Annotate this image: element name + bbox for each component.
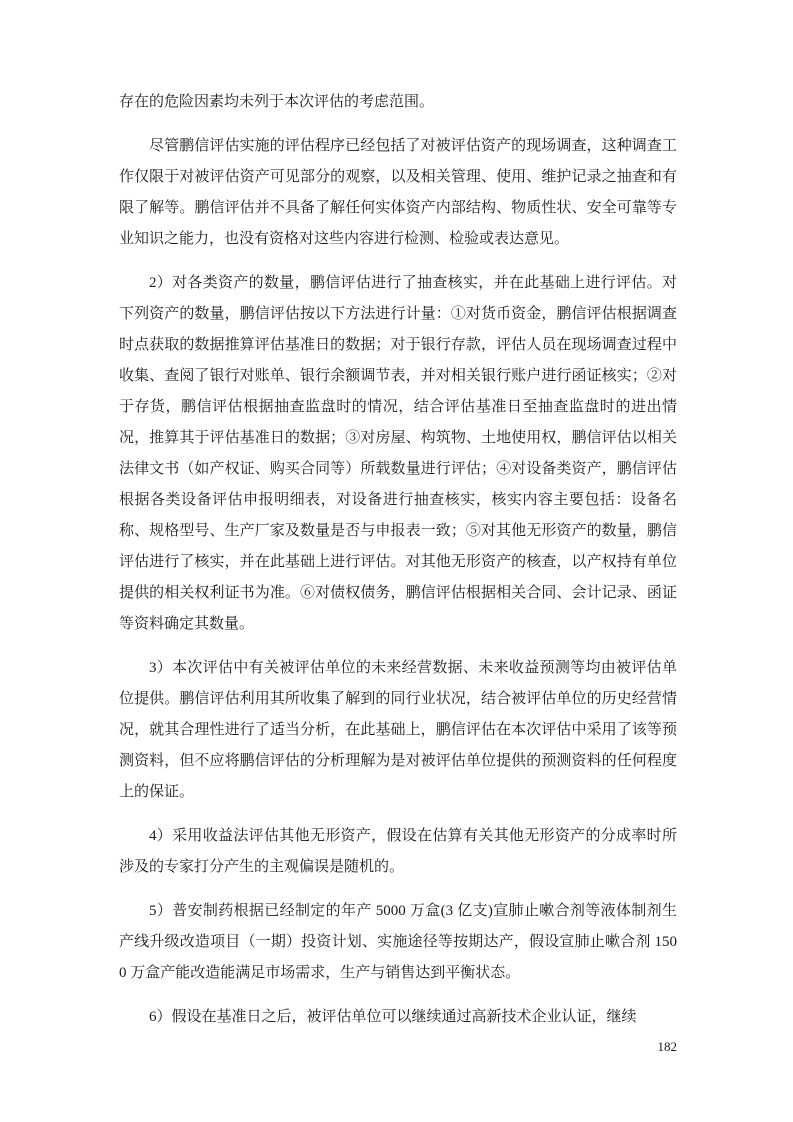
- document-body: [119, 87, 677, 1046]
- paragraph: 5）普安制药根据已经制定的年产 5000 万盒(3 亿支)宣肺止嗽合剂等液体制剂生产线升级改造项目（一期）投资计划、实施途径等按期达产，假设宣肺止嗽合剂 1500 万盒产能改造能满足市场需求，生产与销售达到平衡状态。: [119, 903, 677, 981]
- paragraph: 2）对各类资产的数量，鹏信评估进行了抽查核实，并在此基础上进行评估。对下列资产的数量，鹏信评估按以下方法进行计量：①对货币资金，鹏信评估根据调查时点获取的数据推算评估基准日的数据；对于银行存款，评估人员在现场调查过程中收集、查阅了银行对账单、银行余额调节表，并对相关银行账户进行函证核实；②对于存货，鹏信评估根据抽查监盘时的情况，结合评估基准日至抽查监盘时的进出情况，推算其于评估基准日的数据；③对房屋、构筑物、土地使用权，鹏信评估以相关法律文书（如产权证、购买合同等）所载数量进行评估；④对设备类资产，鹏信评估根据各类设备评估申报明细表，对设备进行抽查核实，核实内容主要包括：设备名称、规格型号、生产厂家及数量是否与申报表一致；⑤对其他无形资产的数量，鹏信评估进行了核实，并在此基础上进行评估。对其他无形资产的核查，以产权持有单位提供的相关权利证书为准。⑥对债权债务，鹏信评估根据相关合同、会计记录、函证等资料确定其数量。: [119, 275, 677, 632]
- paragraph: 存在的危险因素均未列于本次评估的考虑范围。: [119, 94, 435, 110]
- page-number: 182: [657, 1039, 677, 1054]
- paragraph: 6）假设在基准日之后，被评估单位可以继续通过高新技术企业认证，继续: [149, 1009, 637, 1025]
- paragraph: 4）采用收益法评估其他无形资产，假设在估算有关其他无形资产的分成率时所涉及的专家打分产生的主观偏误是随机的。: [119, 828, 677, 875]
- paragraph: 尽管鹏信评估实施的评估程序已经包括了对被评估资产的现场调查，这种调查工作仅限于对被评估资产可见部分的观察，以及相关管理、使用、维护记录之抽查和有限了解等。鹏信评估并不具备了解任何实体资产内部结构、物质性状、安全可靠等专业知识之能力，也没有资格对这些内容进行检测、检验或表达意见。: [119, 138, 677, 247]
- paragraph: 3）本次评估中有关被评估单位的未来经营数据、未来收益预测等均由被评估单位提供。鹏信评估利用其所收集了解到的同行业状况，结合被评估单位的历史经营情况，就其合理性进行了适当分析，在此基础上，鹏信评估在本次评估中采用了该等预测资料，但不应将鹏信评估的分析理解为是对被评估单位提供的预测资料的任何程度上的保证。: [119, 660, 677, 800]
